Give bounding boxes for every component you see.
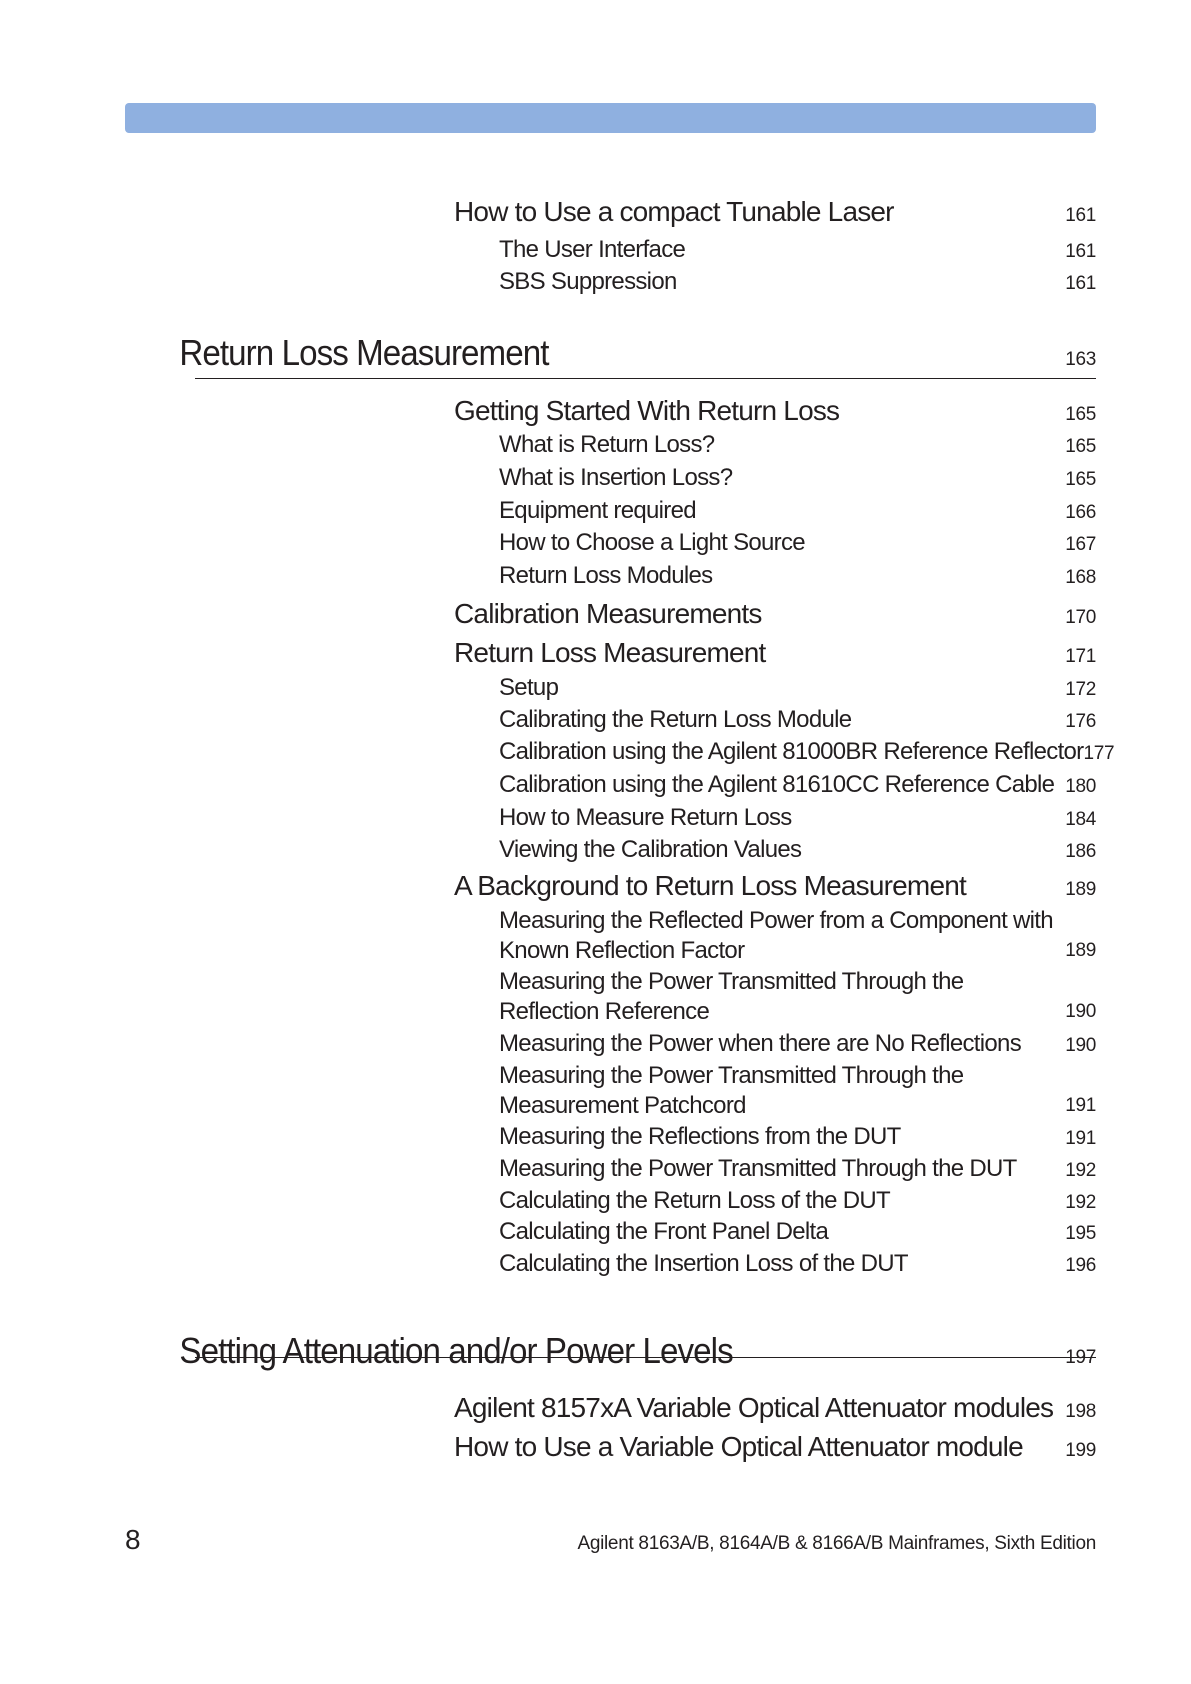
toc-entry-title: Measuring the Reflected Power from a Component with Known Reflection Factor <box>499 907 1053 964</box>
toc-entry-title: Calculating the Return Loss of the DUT <box>499 1187 890 1214</box>
toc-entry-page-number: 161 <box>1065 241 1096 262</box>
toc-entry-title: Calibrating the Return Loss Module <box>499 706 852 733</box>
toc-entry-title: Measuring the Reflections from the DUT <box>499 1123 901 1150</box>
toc-entry-page-number: 165 <box>1065 469 1096 490</box>
toc-entry-page-number: 165 <box>1065 436 1096 457</box>
toc-entry-page-number: 192 <box>1065 1160 1096 1181</box>
toc-entry-page-number: 165 <box>1065 404 1096 425</box>
toc-subsection-entry[interactable] <box>0 431 1096 459</box>
toc-entry-page-number: 184 <box>1065 809 1096 830</box>
toc-chapter-entry[interactable] <box>0 1330 1096 1372</box>
header-color-bar <box>125 103 1096 133</box>
page-number: 8 <box>125 1524 141 1555</box>
toc-section-entry[interactable] <box>0 1431 1096 1463</box>
toc-entry-title: Measuring the Power when there are No Reflections <box>499 1030 1021 1057</box>
toc-subsection-entry[interactable] <box>0 1218 1096 1246</box>
toc-subsection-entry[interactable] <box>0 497 1096 525</box>
toc-entry-title: What is Insertion Loss? <box>499 464 733 491</box>
toc-entry-title: Equipment required <box>499 497 696 524</box>
toc-entry-title: Viewing the Calibration Values <box>499 836 802 863</box>
toc-entry-page-number: 167 <box>1065 534 1096 555</box>
toc-subsection-entry[interactable] <box>0 1187 1096 1215</box>
toc-entry-page-number: 192 <box>1065 1192 1096 1213</box>
toc-entry-page-number: 190 <box>1065 1001 1096 1022</box>
toc-entry-title: A Background to Return Loss Measurement <box>454 870 966 901</box>
toc-entry-title: Calibration Measurements <box>454 598 762 629</box>
toc-entry-page-number: 189 <box>1065 940 1096 961</box>
toc-entry-title: How to Use a compact Tunable Laser <box>454 196 894 227</box>
toc-chapter-entry[interactable] <box>0 332 1096 374</box>
toc-entry-page-number: 198 <box>1065 1401 1096 1422</box>
toc-entry-page-number: 191 <box>1065 1128 1096 1149</box>
footer-document-title: Agilent 8163A/B, 8164A/B & 8166A/B Mainframes, Sixth Edition <box>577 1533 1096 1554</box>
toc-entry-page-number: 199 <box>1065 1440 1096 1461</box>
toc-section-entry[interactable] <box>0 598 1096 630</box>
toc-entry-title: Measuring the Power Transmitted Through the Reflection Reference <box>499 968 964 1025</box>
toc-subsection-entry[interactable] <box>0 906 1096 966</box>
toc-entry-title: Getting Started With Return Loss <box>454 395 840 426</box>
toc-subsection-entry[interactable] <box>0 268 1096 296</box>
toc-entry-title: Return Loss Modules <box>499 562 713 589</box>
toc-section-entry[interactable] <box>0 395 1096 427</box>
toc-entry-title: The User Interface <box>499 236 686 263</box>
toc-entry-page-number: 191 <box>1065 1095 1096 1116</box>
toc-subsection-entry[interactable] <box>0 738 1115 766</box>
toc-entry-title: Calibration using the Agilent 81610CC Reference Cable <box>499 771 1055 798</box>
toc-entry-page-number: 196 <box>1065 1255 1096 1276</box>
toc-subsection-entry[interactable] <box>0 1123 1096 1151</box>
toc-entry-title: Calculating the Insertion Loss of the DUT <box>499 1250 908 1277</box>
toc-subsection-entry[interactable] <box>0 464 1096 492</box>
toc-subsection-entry[interactable] <box>0 674 1096 702</box>
toc-section-entry[interactable] <box>0 637 1096 669</box>
toc-section-entry[interactable] <box>0 870 1096 902</box>
toc-subsection-entry[interactable] <box>0 562 1096 590</box>
toc-entry-title: What is Return Loss? <box>499 431 715 458</box>
toc-entry-page-number: 180 <box>1065 776 1096 797</box>
toc-section-entry[interactable] <box>0 196 1096 228</box>
toc-entry-title: How to Choose a Light Source <box>499 529 805 556</box>
toc-entry-page-number: 171 <box>1065 646 1096 667</box>
chapter-divider-rule <box>195 1357 1096 1358</box>
toc-subsection-entry[interactable] <box>0 1155 1096 1183</box>
toc-subsection-entry[interactable] <box>0 529 1096 557</box>
toc-entry-page-number: 176 <box>1065 711 1096 732</box>
toc-subsection-entry[interactable] <box>0 771 1096 799</box>
toc-entry-page-number: 189 <box>1065 879 1096 900</box>
chapter-divider-rule <box>195 378 1096 379</box>
toc-subsection-entry[interactable] <box>0 1250 1096 1278</box>
toc-entry-title: How to Use a Variable Optical Attenuator module <box>454 1431 1023 1462</box>
toc-entry-page-number: 161 <box>1065 273 1096 294</box>
toc-entry-title: Measuring the Power Transmitted Through the Measurement Patchcord <box>499 1062 964 1119</box>
toc-entry-title: Setting Attenuation and/or Power Levels <box>179 1330 733 1371</box>
toc-entry-title: Return Loss Measurement <box>179 332 549 373</box>
toc-entry-page-number: 166 <box>1065 502 1096 523</box>
toc-entry-title: Measuring the Power Transmitted Through the DUT <box>499 1155 1017 1182</box>
toc-entry-title: Calibration using the Agilent 81000BR Reference Reflector <box>499 738 1084 765</box>
toc-section-entry[interactable] <box>0 1392 1096 1424</box>
toc-subsection-entry[interactable] <box>0 804 1096 832</box>
toc-entry-title: Calculating the Front Panel Delta <box>499 1218 829 1245</box>
toc-entry-page-number: 163 <box>1065 349 1096 370</box>
toc-entry-page-number: 170 <box>1065 607 1096 628</box>
toc-entry-title: SBS Suppression <box>499 268 677 295</box>
toc-entry-page-number: 190 <box>1065 1035 1096 1056</box>
toc-entry-title: Setup <box>499 674 559 701</box>
toc-subsection-entry[interactable] <box>0 706 1096 734</box>
toc-entry-title: How to Measure Return Loss <box>499 804 792 831</box>
toc-entry-page-number: 197 <box>1065 1347 1096 1368</box>
toc-entry-page-number: 177 <box>1083 743 1115 764</box>
toc-entry-page-number: 172 <box>1065 679 1096 700</box>
toc-entry-title: Agilent 8157xA Variable Optical Attenuator modules <box>454 1392 1054 1423</box>
toc-subsection-entry[interactable] <box>0 967 1096 1027</box>
toc-entry-page-number: 161 <box>1065 205 1096 226</box>
toc-entry-page-number: 195 <box>1065 1223 1096 1244</box>
toc-subsection-entry[interactable] <box>0 1061 1096 1121</box>
toc-entry-page-number: 186 <box>1065 841 1096 862</box>
toc-subsection-entry[interactable] <box>0 836 1096 864</box>
toc-entry-page-number: 168 <box>1065 567 1096 588</box>
toc-subsection-entry[interactable] <box>0 236 1096 264</box>
toc-subsection-entry[interactable] <box>0 1030 1096 1058</box>
toc-entry-title: Return Loss Measurement <box>454 637 766 668</box>
